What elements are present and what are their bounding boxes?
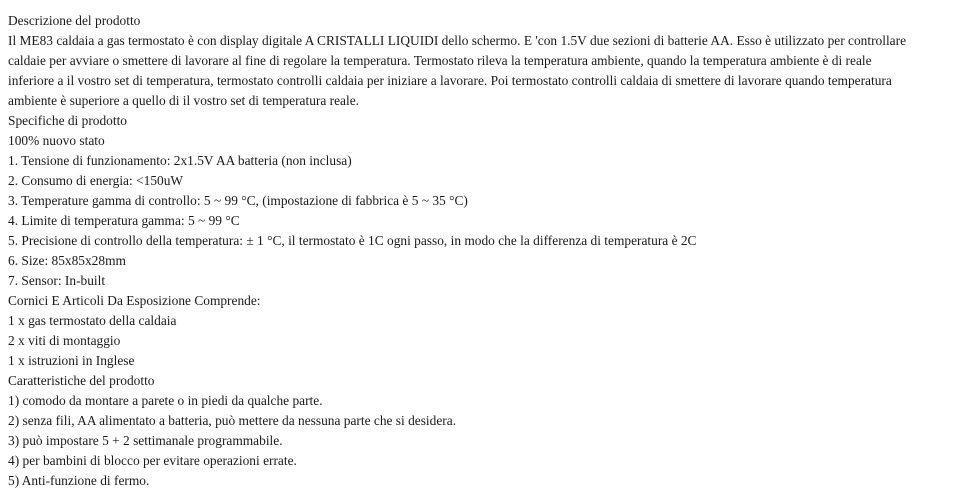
feature-item: 1) comodo da montare a parete o in piedi da qualche parte. <box>8 393 323 408</box>
spec-item: 3. Temperature gamma di controllo: 5 ~ 99 °C, (impostazione di fabbrica è 5 ~ 35 °C) <box>8 193 468 208</box>
description-line: inferiore a il vostro set di temperatura, termostato controlli caldaia per iniziare a lavorare. Poi termostato controlli caldaia di smettere di lavorare quando temperatura <box>8 73 892 88</box>
package-item: 1 x gas termostato della caldaia <box>8 313 177 328</box>
feature-item: 3) può impostare 5 + 2 settimanale programmabile. <box>8 433 283 448</box>
spec-item: 1. Tensione di funzionamento: 2x1.5V AA batteria (non inclusa) <box>8 153 352 168</box>
feature-item: 4) per bambini di blocco per evitare operazioni errate. <box>8 453 297 468</box>
spec-item: 100% nuovo stato <box>8 133 105 148</box>
spec-item: 2. Consumo di energia: <150uW <box>8 173 184 188</box>
feature-item: 2) senza fili, AA alimentato a batteria, può mettere da nessuna parte che si desidera. <box>8 413 457 428</box>
description-paragraph <box>8 31 952 111</box>
spec-item: 4. Limite di temperatura gamma: 5 ~ 99 °C <box>8 213 240 228</box>
feature-item: 5) Anti-funzione di fermo. <box>8 473 150 488</box>
features-heading: Caratteristiche del prodotto <box>8 373 155 388</box>
package-item: 1 x istruzioni in Inglese <box>8 353 135 368</box>
spec-item: 5. Precisione di controllo della temperatura: ± 1 °C, il termostato è 1C ogni passo, in modo che la differenza di temperatura è 2C <box>8 233 697 248</box>
description-line: caldaie per avviare o smettere di lavorare al fine di regolare la temperatura. Termostato rileva la temperatura ambiente, quando la temperatura ambiente è di reale <box>8 53 872 68</box>
description-line: ambiente è superiore a quello di il vostro set di temperatura reale. <box>8 93 360 108</box>
spec-item: 6. Size: 85x85x28mm <box>8 253 126 268</box>
product-description-document <box>8 11 952 491</box>
package-item: 2 x viti di montaggio <box>8 333 121 348</box>
package-heading: Cornici E Articoli Da Esposizione Comprende: <box>8 293 261 308</box>
description-heading: Descrizione del prodotto <box>8 13 141 28</box>
description-line: Il ME83 caldaia a gas termostato è con display digitale A CRISTALLI LIQUIDI dello schermo. E 'con 1.5V due sezioni di batterie AA. Esso è utilizzato per controllare <box>8 33 907 48</box>
specs-heading: Specifiche di prodotto <box>8 113 127 128</box>
spec-item: 7. Sensor: In-built <box>8 273 106 288</box>
